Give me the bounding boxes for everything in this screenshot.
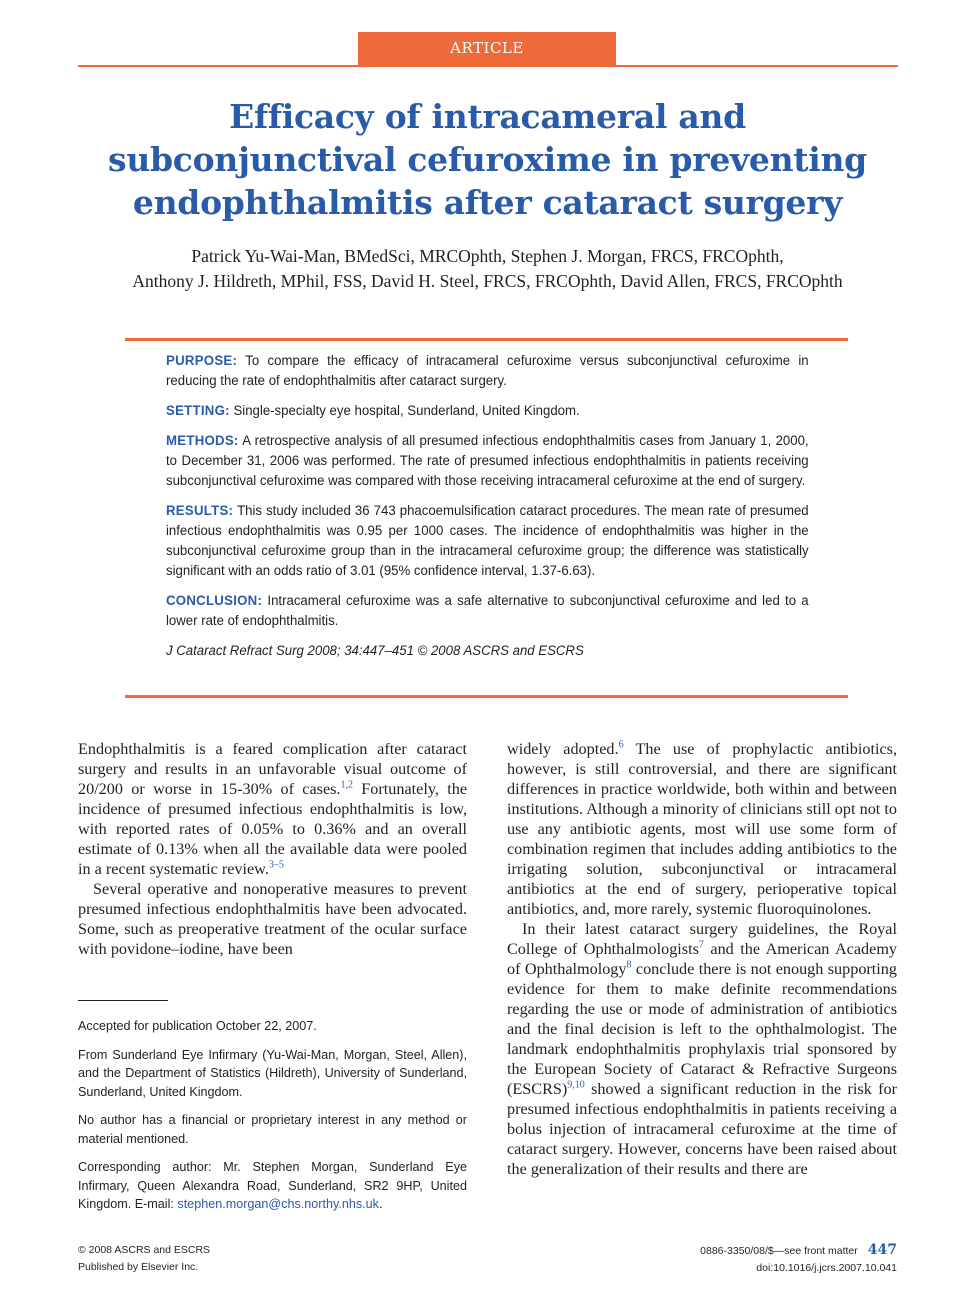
abstract-purpose [166,351,809,391]
abstract-conclusion [166,591,809,631]
results-label: RESULTS: [166,503,234,519]
conclusion-text: Intracameral cefuroxime was a safe alternative to subconjunctival cefuroxime and led to a lower rate of endophthalmitis. [166,593,809,629]
footer-right [700,1242,897,1277]
body-paragraph: Endophthalmitis is a feared complication after cataract surgery and results in an unfavorable visual outcome of 20/200 or worse in 15-30% of cases.$^{1,2}$ Fortunately, the incidence of presumed infectious endophthalmitis is low, with reported rates of 0.05% to 0.36% and an overall estimate of 0.13% when all the available data were pooled in a recent systematic review.$^{3-5}$ [78,740,467,878]
footer-copyright: © 2008 ASCRS and ESCRS [78,1244,211,1256]
reference-link[interactable]: 6 [618,739,624,751]
body-paragraph: widely adopted.$^6$ The use of prophylactic antibiotics, however, is still controversial, and there are significant differences in practice worldwide, both within and between institutions. Although a minority of clinicians still opt not to use any antibiotic agents, most will use some form of combination regimen that includes adding antibiotics to the irrigating solution, subconjunctival or intracameral antibiotics at the end of surgery, perioperative topical antibiotics, and, more rarely, systemic fluoroquinolones. [507,739,897,918]
article-notes [78,1017,467,1224]
note-financial-interest: No author has a financial or proprietary interest in any method or material mentioned. [78,1113,467,1146]
page-number: 447 [867,1242,897,1258]
author-list [70,244,905,294]
reference-link[interactable]: 8 [626,959,632,971]
purpose-text: To compare the efficacy of intracameral cefuroxime versus subconjunctival cefuroxime in reducing the rate of endophthalmitis after cataract surgery. [166,353,809,389]
purpose-label: PURPOSE: [166,353,238,369]
author-line-1: Patrick Yu-Wai-Man, BMedSci, MRCOphth, Stephen J. Morgan, FRCS, FRCOphth, [191,246,784,266]
abstract-top-rule [125,338,848,341]
abstract-setting [166,401,809,421]
abstract-bottom-rule [125,695,848,698]
body-column-left [78,739,467,959]
footnote-rule [78,1000,168,1001]
methods-label: METHODS: [166,433,239,449]
body-paragraph: In their latest cataract surgery guidelines, the Royal College of Ophthalmologists$^7$ and the American Academy of Ophthalmology$^8$ conclude there is not enough supporting evidence for them to make definite recommendations regarding the use or mode of administration of antibiotics and the final decision is left to the ophthalmologist. The landmark endophthalmitis prophylaxis trial sponsored by the European Society of Cataract & Refractive Surgeons (ESCRS)$^{9,10}$ showed a significant reduction in the risk for presumed infectious endophthalmitis in patients receiving a bolus injection of intracameral cefuroxime at the time of cataract surgery. However, concerns have been raised about the generalization of their results and there are [507,920,898,1178]
conclusion-label: CONCLUSION: [166,593,263,609]
article-title: Efficacy of intracameral and subconjunctival cefuroxime in preventing endophthalmitis after cataract surgery [108,97,867,222]
footer-doi[interactable]: doi:10.1016/j.jcrs.2007.10.041 [756,1262,897,1274]
results-text: This study included 36 743 phacoemulsification cataract procedures. The mean rate of presumed infectious endophthalmitis was 0.95 per 1000 cases. The incidence of endophthalmitis was higher in the subconjunctival cefuroxime group than in the intracameral cefuroxime group; the difference was statistically significant with an odds ratio of 3.01 (95% confidence interval, 1.37-6.63). [166,503,809,579]
body-column-right [507,739,897,1179]
note-corresponding-author: Corresponding author: Mr. Stephen Morgan, Sunderland Eye Infirmary, Queen Alexandra Road, Sunderland, SR2 9HP, United Kingdom. E-mail: stephen.morgan@chs.northy.nhs.uk. [78,1160,467,1211]
footer-issn: 0886-3350/08/$—see front matter [700,1245,858,1257]
reference-link[interactable]: 1,2 [340,779,353,791]
note-affiliations: From Sunderland Eye Infirmary (Yu-Wai-Man, Morgan, Steel, Allen), and the Department of Statistics (Hildreth), University of Sunderland, Sunderland, United Kingdom. [78,1047,467,1099]
reference-link[interactable]: 7 [698,939,704,951]
reference-link[interactable]: 3–5 [268,859,284,871]
article-type-tag: ARTICLE [358,32,616,65]
methods-text: A retrospective analysis of all presumed infectious endophthalmitis cases from January 1, 2000, to December 31, 2006 was performed. The rate of presumed infectious endophthalmitis in patients receiving subconjunctival cefuroxime was compared with those receiving intracameral cefuroxime at the end of surgery. [166,433,809,489]
email-link[interactable]: stephen.morgan@chs.northy.nhs.uk [177,1197,379,1211]
body-paragraph: Several operative and nonoperative measures to prevent presumed infectious endophthalmitis have been advocated. Some, such as preoperative treatment of the ocular surface with povidone–iodine, have been [78,880,467,958]
footer-left [78,1242,210,1276]
abstract-results [166,501,809,581]
note-accepted: Accepted for publication October 22, 2007. [78,1019,317,1033]
abstract-methods [166,431,809,491]
reference-link[interactable]: 9,10 [567,1079,585,1091]
header-rule [78,65,898,67]
abstract [166,351,809,671]
author-line-2: Anthony J. Hildreth, MPhil, FSS, David H. Steel, FRCS, FRCOphth, David Allen, FRCS, FRCOphth [132,271,843,291]
journal-citation: J Cataract Refract Surg 2008; 34:447–451 © 2008 ASCRS and ESCRS [166,643,584,659]
footer-publisher: Published by Elsevier Inc. [78,1261,199,1273]
setting-label: SETTING: [166,403,230,419]
setting-text: Single-specialty eye hospital, Sunderland, United Kingdom. [233,403,580,419]
